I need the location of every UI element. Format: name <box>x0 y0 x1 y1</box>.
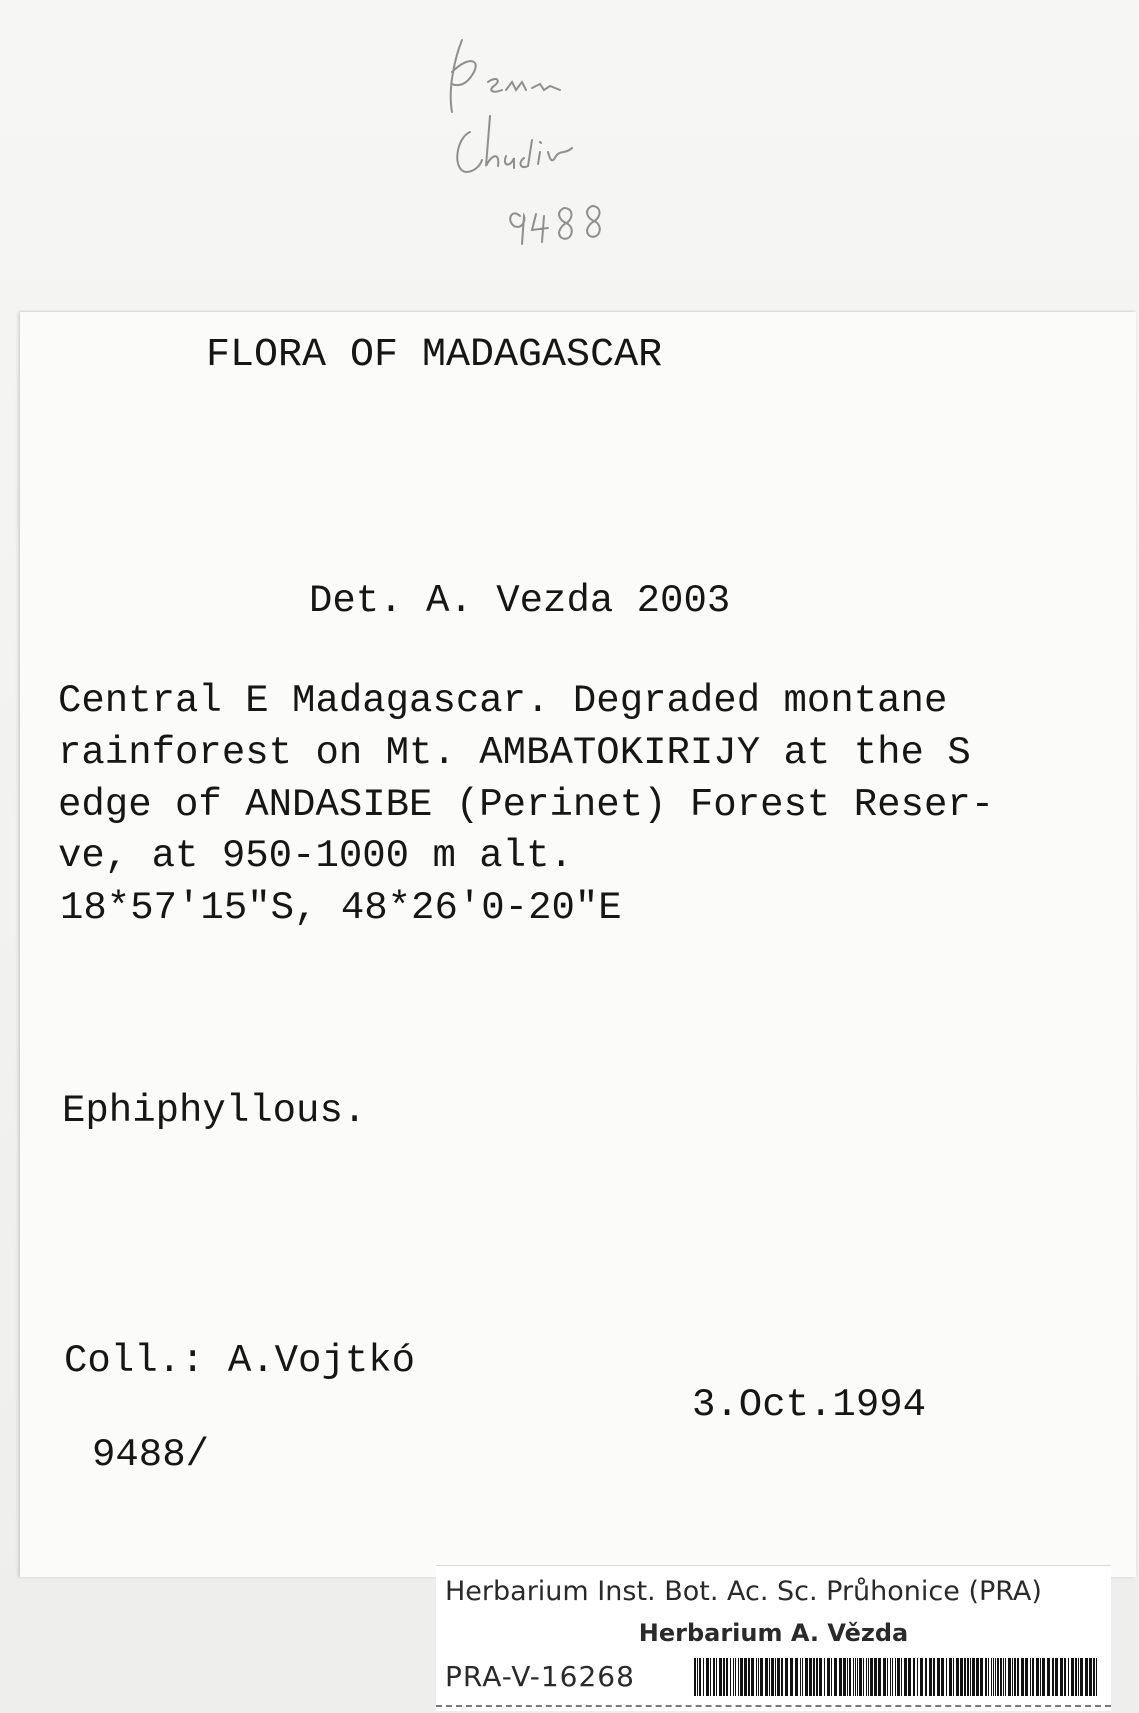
locality-line: edge of ANDASIBE (Perinet) Forest Reser- <box>58 783 995 827</box>
handwriting-image <box>440 20 700 260</box>
coordinates-line: 18*57'15"S, 48*26'0-20"E <box>60 886 622 930</box>
habitat-line: Ephiphyllous. <box>62 1089 367 1133</box>
collection-name: Herbarium A. Vězda <box>638 1619 909 1647</box>
barcode-image <box>694 1658 1102 1696</box>
stamp-dashed-divider <box>436 1705 1111 1707</box>
determination-line: Det. A. Vezda 2003 <box>309 579 731 623</box>
locality-line: Central E Madagascar. Degraded montane <box>58 679 948 723</box>
accession-number: PRA-V-16268 <box>445 1660 635 1693</box>
herbarium-stamp <box>436 1565 1111 1711</box>
label-heading: FLORA OF MADAGASCAR <box>206 333 663 378</box>
locality-line: rainforest on Mt. AMBATOKIRIJY at the S <box>58 731 971 775</box>
specimen-label <box>20 312 1136 1577</box>
collection-number: 9488/ <box>92 1433 210 1477</box>
locality-line: ve, at 950-1000 m alt. <box>58 834 573 878</box>
collection-date: 3.Oct.1994 <box>692 1383 927 1427</box>
handwritten-annotation <box>440 20 700 260</box>
collector-line: Coll.: A.Vojtkó <box>64 1339 416 1383</box>
institution-name: Herbarium Inst. Bot. Ac. Sc. Průhonice (PRA) <box>445 1576 1042 1607</box>
